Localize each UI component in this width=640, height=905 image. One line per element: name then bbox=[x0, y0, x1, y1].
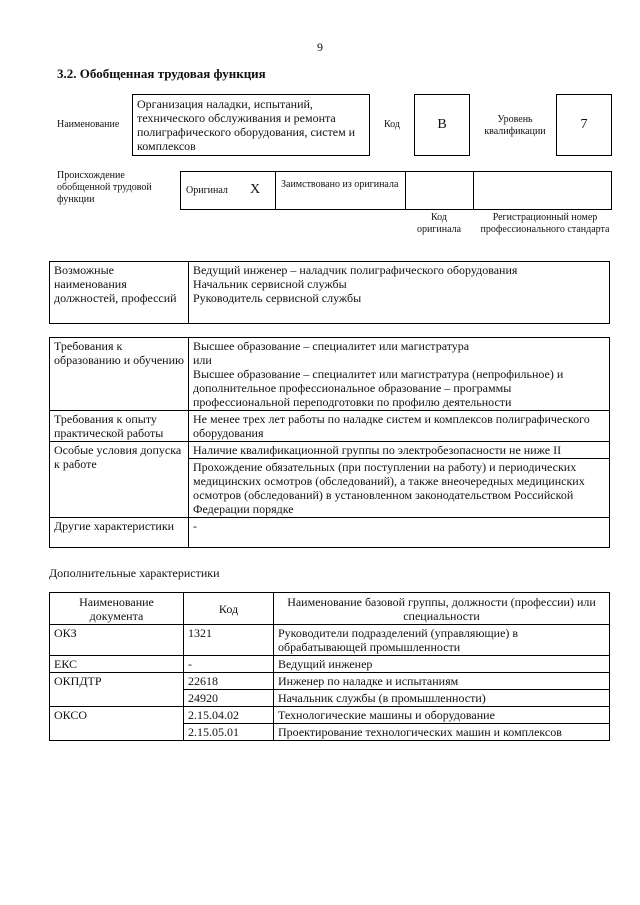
column-header-name: Наименование базовой группы, должности (профессии) или специальности bbox=[274, 593, 610, 625]
origin-divider-1 bbox=[275, 171, 276, 210]
origin-label: Происхождение обобщенной трудовой функции bbox=[57, 170, 152, 205]
requirements-table bbox=[49, 337, 610, 548]
table-row bbox=[50, 625, 610, 656]
code-value-box bbox=[414, 94, 470, 156]
cell-code: 1321 bbox=[184, 625, 274, 656]
origin-divider-2 bbox=[405, 171, 406, 210]
cell-name: Технологические машины и оборудование bbox=[274, 707, 610, 724]
positions-row bbox=[50, 262, 610, 324]
positions-label: Возможные наименования должностей, профессий bbox=[50, 262, 189, 324]
column-header-code: Код bbox=[184, 593, 274, 625]
positions-values bbox=[189, 262, 610, 324]
cell-doc: ОКСО bbox=[50, 707, 184, 741]
cell-doc: ОКЗ bbox=[50, 625, 184, 656]
page-number: 9 bbox=[317, 40, 323, 54]
position-item: Руководитель сервисной службы bbox=[193, 291, 362, 305]
requirement-value: - bbox=[189, 518, 610, 548]
cell-code: 2.15.04.02 bbox=[184, 707, 274, 724]
additional-header-row bbox=[50, 593, 610, 625]
requirement-label: Особые условия допуска к работе bbox=[50, 442, 189, 518]
cell-code: 24920 bbox=[184, 690, 274, 707]
requirement-value: Наличие квалификационной группы по электробезопасности не ниже II bbox=[189, 442, 610, 459]
level-value-box bbox=[556, 94, 612, 156]
positions-table bbox=[49, 261, 610, 324]
cell-name: Инженер по наладке и испытаниям bbox=[274, 673, 610, 690]
additional-table bbox=[49, 592, 610, 741]
code-value: B bbox=[437, 117, 447, 132]
requirement-row bbox=[50, 338, 610, 411]
cell-name: Ведущий инженер bbox=[274, 656, 610, 673]
cell-code: 22618 bbox=[184, 673, 274, 690]
additional-title: Дополнительные характеристики bbox=[49, 566, 220, 580]
cell-name: Проектирование технологических машин и комплексов bbox=[274, 724, 610, 741]
code-label: Код bbox=[384, 119, 400, 130]
cell-name: Начальник службы (в промышленности) bbox=[274, 690, 610, 707]
level-value: 7 bbox=[580, 117, 588, 132]
section-title: 3.2. Обобщенная трудовая функция bbox=[57, 66, 266, 81]
requirement-label: Требования к опыту практической работы bbox=[50, 411, 189, 442]
table-row bbox=[50, 656, 610, 673]
origin-divider-3 bbox=[473, 171, 474, 210]
position-item: Ведущий инженер – наладчик полиграфического оборудования bbox=[193, 263, 518, 277]
code-original-label: Код оригинала bbox=[416, 212, 462, 235]
requirement-value: Высшее образование – специалитет или магистратура или Высшее образование – специалитет или магистратура (непрофильное) и дополнительное профессиональное образование – программы профессиональной переподготовки по профилю деятельности bbox=[189, 338, 610, 411]
column-header-document: Наименование документа bbox=[50, 593, 184, 625]
original-label: Оригинал bbox=[186, 185, 228, 196]
table-row bbox=[50, 673, 610, 690]
cell-code: - bbox=[184, 656, 274, 673]
reg-number-label: Регистрационный номер профессионального стандарта bbox=[480, 212, 610, 235]
name-value: Организация наладки, испытаний, технического обслуживания и ремонта полиграфического оборудования, систем и комплексов bbox=[137, 97, 356, 153]
borrowed-label: Заимствовано из оригинала bbox=[281, 179, 399, 190]
requirement-value: Не менее трех лет работы по наладке систем и комплексов полиграфического оборудования bbox=[189, 411, 610, 442]
cell-doc: ЕКС bbox=[50, 656, 184, 673]
requirement-row bbox=[50, 411, 610, 442]
requirement-row bbox=[50, 518, 610, 548]
name-label: Наименование bbox=[57, 119, 120, 130]
cell-doc: ОКПДТР bbox=[50, 673, 184, 707]
name-value-box bbox=[132, 94, 370, 156]
position-item: Начальник сервисной службы bbox=[193, 277, 347, 291]
original-mark: X bbox=[250, 182, 261, 197]
cell-name: Руководители подразделений (управляющие) в обрабатывающей промышленности bbox=[274, 625, 610, 656]
cell-code: 2.15.05.01 bbox=[184, 724, 274, 741]
level-label: Уровень квалификации bbox=[484, 114, 546, 137]
requirement-row bbox=[50, 442, 610, 459]
requirement-value: Прохождение обязательных (при поступлении на работу) и периодических медицинских осмотров (обследований), а также внеочередных медицинских осмотров (обследований) в установленном законодательством Российской Федерации порядке bbox=[189, 459, 610, 518]
table-row bbox=[50, 707, 610, 724]
requirement-label: Требования к образованию и обучению bbox=[50, 338, 189, 411]
requirement-label: Другие характеристики bbox=[50, 518, 189, 548]
